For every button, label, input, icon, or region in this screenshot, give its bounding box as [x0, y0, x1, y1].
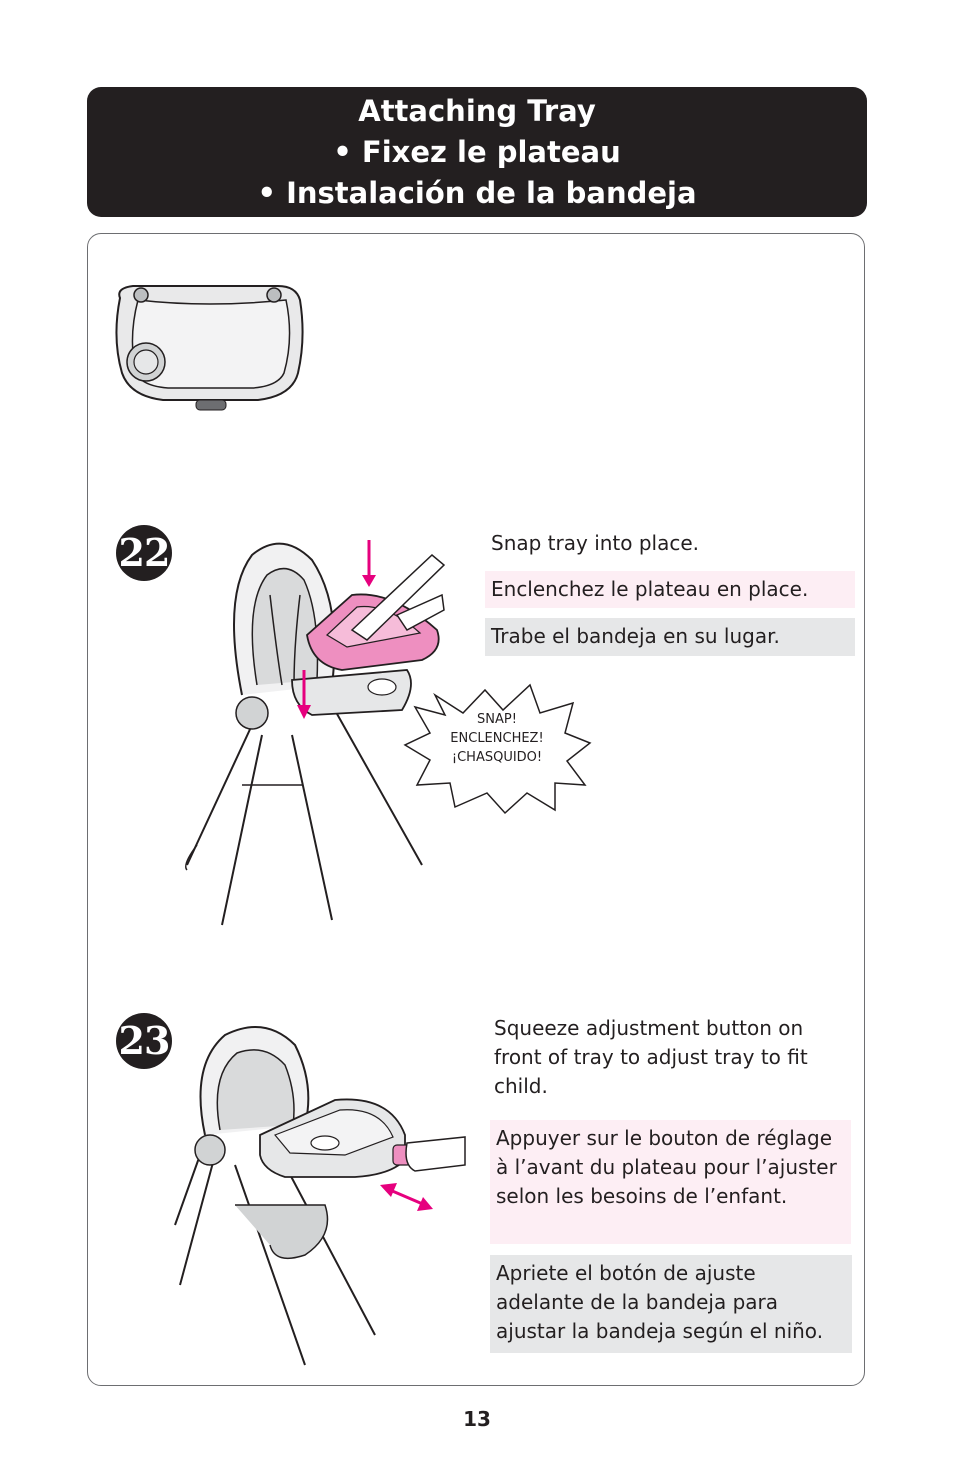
step-22-spanish: Trabe el bandeja en su lugar.	[485, 618, 855, 656]
step-23-english: Squeeze adjustment button on front of tray to adjust tray to fit child.	[494, 1016, 808, 1098]
page-number: 13	[463, 1407, 491, 1431]
snap-french: ENCLENCHEZ!	[450, 731, 544, 746]
step-22-french: Enclenchez le plateau en place.	[485, 571, 855, 608]
snap-exclamations	[425, 710, 569, 767]
title-french: • Fixez le plateau	[333, 134, 621, 169]
high-chair-tray-snap-icon	[182, 535, 442, 925]
snap-english: SNAP!	[477, 712, 517, 727]
title-english: Attaching Tray	[358, 93, 596, 128]
step-23-french: Appuyer sur le bouton de réglage à l’avant du plateau pour l’ajuster selon les besoins de l’enfant.	[490, 1120, 851, 1244]
step-22-english: Snap tray into place.	[491, 531, 700, 555]
step-22-badge: 22	[116, 525, 172, 581]
snap-spanish: ¡CHASQUIDO!	[451, 750, 543, 765]
section-header	[87, 87, 867, 217]
high-chair-tray-adjust-icon	[175, 1025, 465, 1370]
tray-illustration-icon	[108, 278, 313, 413]
step-23-spanish: Apriete el botón de ajuste adelante de la bandeja para ajustar la bandeja según el niño.	[490, 1255, 852, 1353]
title-spanish: • Instalación de la bandeja	[257, 175, 697, 210]
step-23-badge: 23	[116, 1013, 172, 1069]
